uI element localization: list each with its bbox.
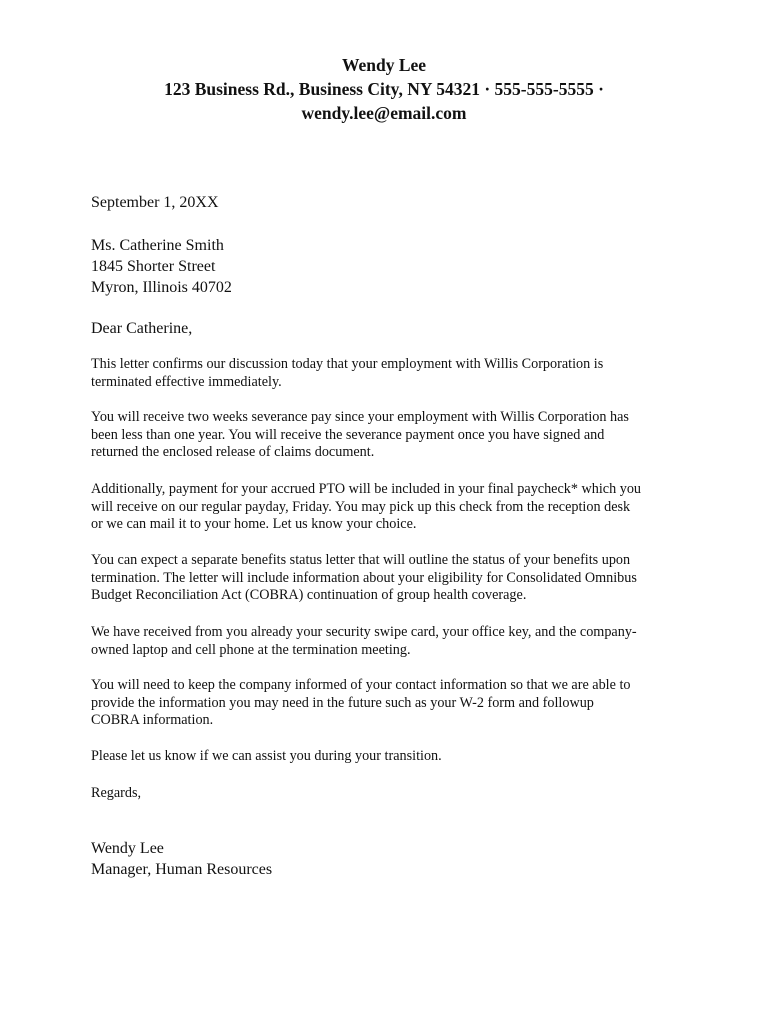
paragraph-line: You will need to keep the company informed of your contact information so that we are able to	[91, 677, 631, 693]
salutation: Dear Catherine,	[91, 320, 193, 337]
paragraph-line: returned the enclosed release of claims document.	[91, 444, 375, 461]
body-paragraph-3	[91, 481, 691, 534]
paragraph-line: will receive on our regular payday, Friday. You may pick up this check from the reception desk	[91, 498, 631, 515]
body-paragraph-4	[91, 552, 691, 605]
paragraph-line: COBRA information.	[91, 712, 214, 729]
recipient-city: Myron, Illinois 40702	[91, 279, 232, 296]
paragraph-line: Please let us know if we can assist you during your transition.	[91, 748, 442, 764]
paragraph-line: We have received from you already your security swipe card, your office key, and the company-	[91, 624, 637, 640]
paragraph-line: been less than one year. You will receive the severance payment once you have signed and	[91, 426, 605, 443]
body-paragraph-6	[91, 677, 691, 730]
paragraph-line: terminated effective immediately.	[91, 373, 282, 390]
paragraph-line: This letter confirms our discussion today that your employment with Willis Corporation is	[91, 356, 604, 372]
sender-address: 123 Business Rd., Business City, NY 54321 · 555-555-5555 ·	[164, 79, 604, 99]
body-paragraph-5	[91, 624, 691, 659]
body-paragraph-2	[91, 409, 691, 462]
signer-name: Wendy Lee	[91, 840, 164, 857]
paragraph-line: You will receive two weeks severance pay since your employment with Willis Corporation has	[91, 409, 629, 425]
body-paragraph-1	[91, 356, 691, 391]
body-paragraph-7	[91, 748, 691, 766]
paragraph-line: Additionally, payment for your accrued PTO will be included in your final paycheck* which you	[91, 481, 642, 497]
recipient-name: Ms. Catherine Smith	[91, 237, 224, 254]
paragraph-line: provide the information you may need in the future such as your W-2 form and followup	[91, 694, 594, 711]
paragraph-line: owned laptop and cell phone at the termination meeting.	[91, 641, 411, 658]
recipient-street: 1845 Shorter Street	[91, 258, 216, 275]
letterhead	[0, 53, 768, 125]
paragraph-line: or we can mail it to your home. Let us know your choice.	[91, 516, 417, 533]
paragraph-line: You can expect a separate benefits status letter that will outline the status of your benefits upon	[91, 552, 631, 568]
recipient-block	[91, 235, 232, 298]
sender-email: wendy.lee@email.com	[301, 103, 467, 123]
paragraph-line: Budget Reconciliation Act (COBRA) continuation of group health coverage.	[91, 587, 527, 604]
paragraph-line: termination. The letter will include information about your eligibility for Consolidated Omnibus	[91, 569, 637, 586]
closing: Regards,	[91, 785, 142, 801]
signature-block	[91, 838, 272, 880]
signer-title: Manager, Human Resources	[91, 861, 273, 878]
letter-date: September 1, 20XX	[91, 194, 219, 211]
sender-name: Wendy Lee	[341, 55, 427, 75]
